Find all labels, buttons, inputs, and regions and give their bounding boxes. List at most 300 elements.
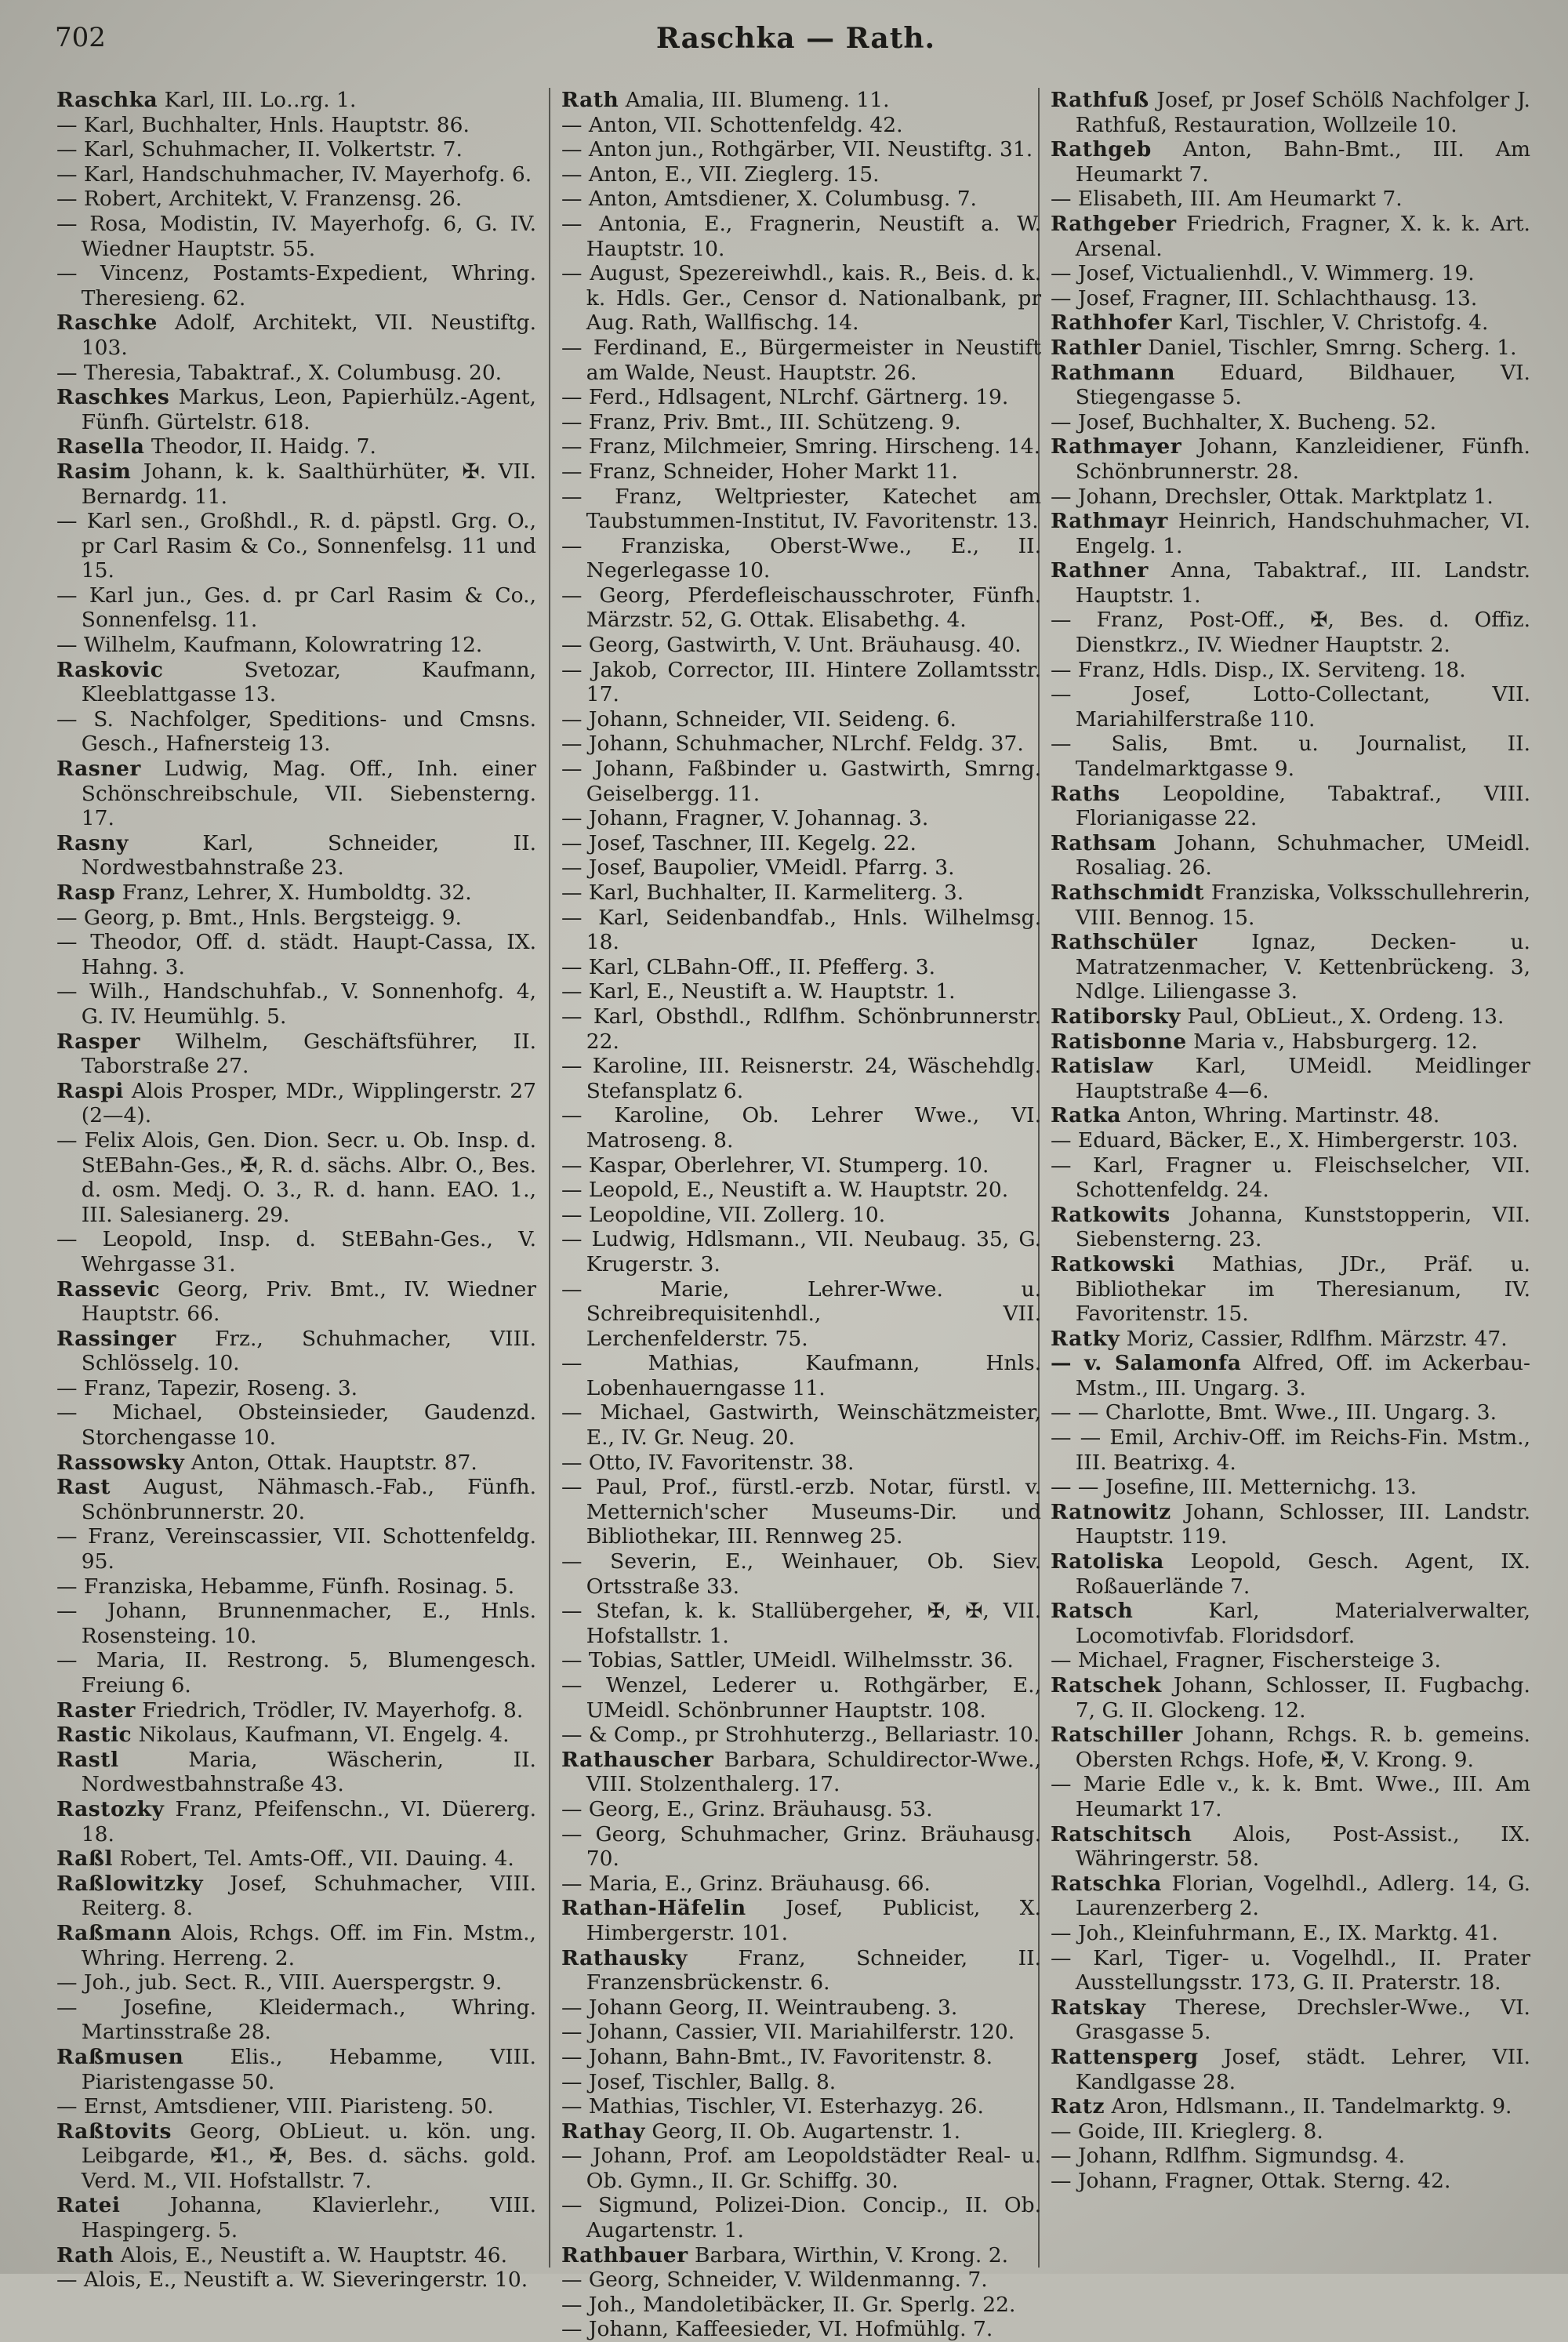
entry-details: — — Emil, Archiv-Off. im Reichs-Fin. Mstm., III. Beatrixg. 4.	[1051, 1425, 1530, 1475]
directory-entry	[1051, 1872, 1530, 1921]
entry-details: Maria v., Habsburgerg. 12.	[1193, 1029, 1478, 1054]
surname: Raster	[56, 1697, 136, 1723]
surname: Rastl	[56, 1747, 119, 1772]
entry-details: — Johann Georg, II. Weintraubeng. 3.	[561, 1995, 958, 2020]
entry-details: — Karl, Schuhmacher, II. Volkertstr. 7.	[56, 137, 463, 162]
entry-details: Ludwig, Mag. Off., Inh. einer Schönschreibschule, VII. Siebensterng. 17.	[81, 757, 536, 831]
directory-entry	[561, 434, 1041, 459]
entry-details: Florian, Vogelhdl., Adlerg. 14, G. Laurenzerberg 2.	[1075, 1871, 1530, 1921]
entry-details: Barbara, Wirthin, V. Krong. 2.	[695, 2242, 1009, 2268]
directory-entry	[561, 732, 1041, 757]
entry-details: — Theresia, Tabaktraf., X. Columbusg. 20.	[56, 360, 503, 385]
directory-entry	[561, 1153, 1041, 1178]
directory-entry	[56, 1995, 536, 2045]
surname: Raßmann	[56, 1920, 172, 1945]
directory-entry	[1051, 2094, 1530, 2119]
entry-details: — Joh., Kleinfuhrmann, E., IX. Marktg. 41.	[1051, 1920, 1498, 1945]
directory-entry	[56, 261, 536, 310]
entry-details: — Johann, Prof. am Leopoldstädter Real- u. Ob. Gymn., II. Gr. Schiffg. 30.	[561, 2144, 1041, 2193]
directory-entry	[561, 1004, 1041, 1054]
directory-entry	[561, 855, 1041, 881]
directory-entry	[561, 757, 1041, 806]
directory-entry	[56, 1599, 536, 1648]
entry-details: — Leopold, Insp. d. StEBahn-Ges., V. Wehrgasse 31.	[56, 1227, 536, 1276]
entry-details: — Anton jun., Rothgärber, VII. Neustiftg. 31.	[561, 137, 1033, 162]
entry-details: Karl, III. Lo‥rg. 1.	[164, 88, 357, 112]
surname: Rathschmidt	[1051, 881, 1205, 905]
directory-entry	[56, 1921, 536, 1970]
surname: Rathausky	[561, 1945, 688, 1970]
surname: Rasner	[56, 757, 141, 782]
entry-details: Ignaz, Decken- u. Matratzenmacher, V. Kettenbrückeng. 3, Ndlge. Liliengasse 3.	[1075, 930, 1530, 1004]
entry-details: — & Comp., pr Strohhuterzg., Bellariastr. 10.	[561, 1723, 1040, 1748]
entry-details: Josef, pr Josef Schölß Nachfolger J. Rathfuß, Restauration, Wollzeile 10.	[1075, 88, 1530, 137]
entry-details: — Leopoldine, VII. Zollerg. 10.	[561, 1202, 886, 1227]
entry-details: — Johann, Faßbinder u. Gastwirth, Smrng. Geiselbergg. 11.	[561, 757, 1041, 806]
directory-entry	[56, 310, 536, 360]
directory-entry	[561, 2317, 1041, 2342]
surname: Rast	[56, 1475, 111, 1500]
directory-entry	[1051, 2119, 1530, 2144]
surname: Rassevic	[56, 1276, 161, 1302]
directory-entry	[56, 212, 536, 261]
entry-details: — Anton, Amtsdiener, X. Columbusg. 7.	[561, 187, 977, 212]
directory-entry	[56, 1574, 536, 1599]
surname: Raschkes	[56, 385, 170, 410]
entry-details: Frz., Schuhmacher, VIII. Schlösselg. 10.	[81, 1326, 536, 1376]
surname: Raschka	[56, 88, 158, 112]
entry-details: — Franz, Schneider, Hoher Markt 11.	[561, 459, 958, 484]
directory-entry	[56, 1475, 536, 1524]
directory-entry	[56, 1872, 536, 1921]
directory-entry	[56, 1648, 536, 1697]
directory-entry	[561, 1872, 1041, 1897]
entry-details: — Karl sen., Großhdl., R. d. päpstl. Grg. O., pr Carl Rasim & Co., Sonnenfelsg. 11 und 15.	[56, 509, 536, 583]
directory-entry	[1051, 1103, 1530, 1128]
entry-details: — Johann, Schneider, VII. Seideng. 6.	[561, 706, 956, 732]
entry-details: — Wilh., Handschuhfab., V. Sonnenhofg. 4, G. IV. Heumühlg. 5.	[56, 979, 536, 1029]
directory-entry	[56, 434, 536, 459]
entry-details: — Rosa, Modistin, IV. Mayerhofg. 6, G. IV. Wiedner Hauptstr. 55.	[56, 211, 536, 261]
surname: Ratkowski	[1051, 1251, 1175, 1276]
directory-entry	[1051, 361, 1530, 410]
directory-entry	[561, 1946, 1041, 1995]
directory-entry	[1051, 1327, 1530, 1352]
entry-details: Svetozar, Kaufmann, Kleeblattgasse 13.	[81, 657, 536, 707]
surname: Ratsch	[1051, 1599, 1134, 1624]
surname: Rathmayer	[1051, 434, 1182, 459]
entry-details: — Marie Edle v., k. k. Bmt. Wwe., III. Am Heumarkt 17.	[1051, 1772, 1530, 1821]
directory-entry	[561, 1748, 1041, 1797]
directory-entry	[561, 806, 1041, 831]
directory-entry	[561, 1203, 1041, 1228]
entry-details: — Franz, Post-Off., ✠, Bes. d. Offiz. Dienstkrz., IV. Wiedner Hauptstr. 2.	[1051, 608, 1530, 658]
directory-entry	[56, 1029, 536, 1079]
directory-entry	[1051, 1549, 1530, 1599]
directory-entry	[561, 2119, 1041, 2144]
entry-details: — Georg, Schneider, V. Wildenmanng. 7.	[561, 2268, 988, 2293]
entry-details: Moriz, Cassier, Rdlfhm. Märzstr. 47.	[1126, 1326, 1508, 1351]
surname: Ratiborsky	[1051, 1004, 1181, 1029]
directory-entry	[1051, 1500, 1530, 1549]
surname: Rathgeber	[1051, 211, 1177, 236]
directory-entry	[1051, 88, 1530, 137]
directory-entry	[1051, 1054, 1530, 1103]
directory-column-3	[1051, 88, 1530, 2193]
entry-details: — Paul, Prof., fürstl.-erzb. Notar, fürstl. v. Metternich'scher Museums-Dir. und Bibliothekar, III. Rennweg 25.	[561, 1475, 1041, 1549]
surname: Rathler	[1051, 335, 1142, 360]
directory-entry	[1051, 1946, 1530, 1995]
directory-entry	[561, 1599, 1041, 1648]
directory-entry	[561, 162, 1041, 187]
directory-entry	[561, 534, 1041, 583]
directory-entry	[561, 2193, 1041, 2242]
entry-details: — Josef, Buchhalter, X. Bucheng. 52.	[1051, 409, 1437, 434]
surname: Ratisbonne	[1051, 1029, 1187, 1054]
entry-details: August, Nähmasch.-Fab., Fünfh. Schönbrunnerstr. 20.	[81, 1475, 536, 1524]
entry-details: Friedrich, Trödler, IV. Mayerhofg. 8.	[142, 1697, 524, 1723]
directory-entry	[1051, 1772, 1530, 1821]
entry-details: Anton, Ottak. Hauptstr. 87.	[191, 1450, 477, 1475]
directory-entry	[56, 1524, 536, 1574]
entry-details: — Marie, Lehrer-Wwe. u. Schreibrequisitenhdl., VII. Lerchenfelderstr. 75.	[561, 1276, 1041, 1351]
entry-details: — Wenzel, Lederer u. Rothgärber, E., UMeidl. Schönbrunner Hauptstr. 108.	[561, 1673, 1041, 1723]
directory-entry	[56, 658, 536, 707]
surname: Rathan-Häfelin	[561, 1896, 746, 1921]
surname: Ratnowitz	[1051, 1499, 1171, 1524]
entry-details: Adolf, Architekt, VII. Neustiftg. 103.	[81, 310, 536, 360]
entry-details: Franziska, Volksschullehrerin, VIII. Bennog. 15.	[1075, 881, 1530, 930]
directory-entry	[56, 1327, 536, 1376]
directory-entry	[561, 113, 1041, 138]
entry-details: Johann, Schuhmacher, UMeidl. Rosaliag. 26.	[1075, 830, 1530, 881]
entry-details: — Karl, Handschuhmacher, IV. Mayerhofg. 6.	[56, 162, 532, 187]
entry-details: Georg, ObLieut. u. kön. ung. Leibgarde, ✠1., ✠, Bes. d. sächs. gold. Verd. M., VII. Hofstallstr. 7.	[81, 2119, 536, 2193]
entry-details: Eduard, Bildhauer, VI. Stiegengasse 5.	[1075, 360, 1530, 410]
directory-entry	[56, 1128, 536, 1227]
directory-entry	[561, 1054, 1041, 1103]
entry-details: Franz, Lehrer, X. Humboldtg. 32.	[122, 881, 472, 905]
surname: Rathsam	[1051, 830, 1156, 855]
directory-entry	[56, 757, 536, 831]
entry-details: Johanna, Kunststopperin, VII. Siebensterng. 23.	[1075, 1202, 1530, 1252]
surname: Ratschka	[1051, 1871, 1162, 1896]
entry-details: — Kaspar, Oberlehrer, VI. Stumperg. 10.	[561, 1153, 989, 1178]
entry-details: — Georg, Pferdefleischausschroter, Fünfh. Märzstr. 52, G. Ottak. Elisabethg. 4.	[561, 583, 1041, 633]
directory-entry	[56, 1227, 536, 1276]
directory-entry	[1051, 1648, 1530, 1673]
surname: Rathmayr	[1051, 509, 1168, 534]
directory-entry	[1051, 658, 1530, 683]
directory-entry	[1051, 1995, 1530, 2045]
directory-entry	[561, 1227, 1041, 1276]
entry-details: — — Charlotte, Bmt. Wwe., III. Ungarg. 3.	[1051, 1400, 1497, 1425]
directory-entry	[1051, 1029, 1530, 1055]
entry-details: — Michael, Fragner, Fischersteige 3.	[1051, 1648, 1441, 1673]
entry-details: Franz, Schneider, II. Franzensbrückenstr. 6.	[586, 1945, 1041, 1995]
entry-details: Josef, Schuhmacher, VIII. Reiterg. 8.	[81, 1871, 536, 1921]
surname: Rathauscher	[561, 1747, 714, 1772]
entry-details: — Elisabeth, III. Am Heumarkt 7.	[1051, 187, 1403, 212]
directory-entry	[561, 1178, 1041, 1203]
entry-details: Alois, Post-Assist., IX. Währingerstr. 58.	[1075, 1821, 1530, 1872]
directory-entry	[561, 1103, 1041, 1153]
entry-details: Robert, Tel. Amts-Off., VII. Dauing. 4.	[119, 1846, 514, 1872]
entry-details: Karl, UMeidl. Meidlinger Hauptstraße 4—6.	[1075, 1054, 1530, 1103]
directory-entry	[56, 459, 536, 509]
entry-details: — Leopold, E., Neustift a. W. Hauptstr. 20.	[561, 1178, 1009, 1203]
directory-entry	[56, 1698, 536, 1723]
surname: Rathschüler	[1051, 930, 1198, 955]
entry-details: — Josef, Victualienhdl., V. Wimmerg. 19.	[1051, 261, 1475, 286]
entry-details: — Johann, Schuhmacher, NLrchf. Feldg. 37.	[561, 732, 1024, 757]
directory-entry	[56, 2094, 536, 2119]
entry-details: — Joh., Mandoletibäcker, II. Gr. Sperlg. 22.	[561, 2292, 1016, 2317]
entry-details: — Johann, Brunnenmacher, E., Hnls. Rosensteing. 10.	[56, 1599, 536, 1648]
directory-entry	[1051, 930, 1530, 1004]
directory-entry	[561, 881, 1041, 906]
directory-entry	[1051, 2144, 1530, 2169]
entry-details: — Johann, Fragner, Ottak. Sterng. 42.	[1051, 2168, 1451, 2193]
entry-details: — Ernst, Amtsdiener, VIII. Piaristeng. 50.	[56, 2094, 494, 2119]
surname: Raßlowitzky	[56, 1871, 204, 1896]
entry-details: — Georg, Gastwirth, V. Unt. Bräuhausg. 40.	[561, 633, 1022, 658]
surname: Rathay	[561, 2119, 645, 2144]
directory-entry	[56, 979, 536, 1029]
entry-details: — Johann, Rdlfhm. Sigmundsg. 4.	[1051, 2144, 1406, 2169]
entry-details: Markus, Leon, Papierhülz.-Agent, Fünfh. Gürtelstr. 618.	[81, 385, 536, 434]
entry-details: Anton, Bahn-Bmt., III. Am Heumarkt 7.	[1075, 137, 1530, 187]
entry-details: — Karl, E., Neustift a. W. Hauptstr. 1.	[561, 979, 956, 1004]
entry-details: — Felix Alois, Gen. Dion. Secr. u. Ob. Insp. d. StEBahn-Ges., ✠, R. d. sächs. Albr. O., Bes. d. osm. Medj. O. 3., R. d. hann. EAO. 1., III. Salesianerg. 29.	[56, 1127, 536, 1227]
entry-details: — Theodor, Off. d. städt. Haupt-Cassa, IX. Hahng. 3.	[56, 930, 536, 979]
surname: Ratschitsch	[1051, 1821, 1192, 1846]
entry-details: — — Josefine, III. Metternichg. 13.	[1051, 1475, 1417, 1500]
entry-details: Leopoldine, Tabaktraf., VIII. Florianigasse 22.	[1075, 781, 1530, 831]
surname: Rattensperg	[1051, 2044, 1199, 2069]
entry-details: Karl, Tischler, V. Christofg. 4.	[1178, 310, 1489, 336]
entry-details: Johanna, Klavierlehr., VIII. Haspingerg. 5.	[81, 2193, 536, 2243]
entry-details: — Franziska, Hebamme, Fünfh. Rosinag. 5.	[56, 1574, 515, 1599]
surname: Rastozky	[56, 1796, 165, 1821]
entry-details: — Karl, Fragner u. Fleischselcher, VII. Schottenfeldg. 24.	[1051, 1153, 1530, 1203]
entry-details: — Josef, Taschner, III. Kegelg. 22.	[561, 830, 916, 855]
surname: Ratky	[1051, 1326, 1120, 1351]
directory-entry	[56, 113, 536, 138]
entry-details: — Jakob, Corrector, III. Hintere Zollamtsstr. 17.	[561, 657, 1041, 707]
entry-details: — Salis, Bmt. u. Journalist, II. Tandelmarktgasse 9.	[1051, 732, 1530, 782]
directory-entry	[561, 2144, 1041, 2193]
entry-details: — Michael, Gastwirth, Weinschätzmeister, E., IV. Gr. Neug. 20.	[561, 1400, 1041, 1451]
directory-entry	[1051, 137, 1530, 187]
directory-entry	[561, 955, 1041, 980]
directory-entry	[561, 1549, 1041, 1599]
surname: Ratz	[1051, 2094, 1105, 2119]
entry-details: — August, Spezereiwhdl., kais. R., Beis. d. k. k. Hdls. Ger., Censor d. Nationalbank, pr Aug. Rath, Wallfischg. 14.	[561, 261, 1041, 336]
surname: Rassinger	[56, 1326, 176, 1351]
entry-details: — Karl, Tiger- u. Vogelhdl., II. Prater Ausstellungsstr. 173, G. II. Praterstr. 18.	[1051, 1945, 1530, 1995]
directory-entry	[56, 930, 536, 979]
directory-entry	[1051, 1599, 1530, 1648]
entry-details: Aron, Hdlsmann., II. Tandelmarktg. 9.	[1111, 2094, 1512, 2119]
entry-details: — Maria, E., Grinz. Bräuhausg. 66.	[561, 1871, 931, 1896]
entry-details: — Stefan, k. k. Stallübergeher, ✠, ✠, VII. Hofstallstr. 1.	[561, 1599, 1041, 1648]
directory-entry	[561, 1648, 1041, 1673]
directory-entry	[561, 831, 1041, 856]
directory-entry	[561, 187, 1041, 212]
directory-entry	[1051, 831, 1530, 881]
directory-entry	[561, 1822, 1041, 1872]
directory-entry	[561, 1797, 1041, 1822]
entry-details: Nikolaus, Kaufmann, VI. Engelg. 4.	[138, 1723, 510, 1748]
entry-details: — Georg, Schuhmacher, Grinz. Bräuhausg. 70.	[561, 1821, 1041, 1872]
entry-details: — Antonia, E., Fragnerin, Neustift a. W. Hauptstr. 10.	[561, 211, 1041, 261]
directory-entry	[56, 88, 536, 113]
directory-entry	[1051, 608, 1530, 657]
entry-details: — Ferd., Hdlsagent, NLrchf. Gärtnerg. 19.	[561, 385, 1009, 410]
surname: Rathmann	[1051, 360, 1176, 385]
entry-details: — Franziska, Oberst-Wwe., E., II. Negerlegasse 10.	[561, 533, 1041, 583]
surname: Rasim	[56, 459, 132, 484]
page-header	[55, 22, 1537, 61]
directory-entry	[561, 212, 1041, 261]
directory-entry	[1051, 1475, 1530, 1500]
surname: Raskovic	[56, 657, 164, 682]
directory-entry	[561, 1475, 1041, 1549]
directory-entry	[56, 831, 536, 881]
surname: Rassowsky	[56, 1450, 185, 1475]
directory-entry	[1051, 410, 1530, 435]
entry-details: Alois, E., Neustift a. W. Hauptstr. 46.	[120, 2242, 508, 2268]
entry-details: Johann, Schlosser, III. Landstr. Hauptstr. 119.	[1075, 1499, 1530, 1549]
entry-details: Josef, Publicist, X. Himbergerstr. 101.	[586, 1896, 1041, 1945]
directory-entry	[56, 137, 536, 162]
directory-entry	[1051, 1203, 1530, 1252]
directory-entry	[561, 2268, 1041, 2293]
directory-entry	[1051, 187, 1530, 212]
directory-entry	[1051, 2045, 1530, 2094]
directory-entry	[56, 906, 536, 931]
entry-details: Elis., Hebamme, VIII. Piaristengasse 50.	[81, 2044, 536, 2094]
directory-entry	[561, 583, 1041, 633]
entry-details: — Anton, VII. Schottenfeldg. 42.	[561, 112, 903, 137]
directory-entry	[561, 1896, 1041, 1945]
directory-entry	[561, 979, 1041, 1004]
directory-entry	[561, 2243, 1041, 2268]
entry-details: Alois, Rchgs. Off. im Fin. Mstm., Whring. Herreng. 2.	[81, 1920, 536, 1970]
entry-details: — Robert, Architekt, V. Franzensg. 26.	[56, 187, 463, 212]
entry-details: — Eduard, Bäcker, E., X. Himbergerstr. 103.	[1051, 1127, 1519, 1153]
directory-entry	[56, 2119, 536, 2194]
directory-entry	[56, 1079, 536, 1128]
entry-details: — Josef, Lotto-Collectant, VII. Mariahilferstraße 110.	[1051, 682, 1530, 732]
directory-entry	[561, 485, 1041, 534]
directory-entry	[561, 906, 1041, 955]
surname: Ratislaw	[1051, 1054, 1154, 1079]
surname: Rasella	[56, 434, 145, 459]
surname: Rastic	[56, 1723, 132, 1748]
directory-entry	[56, 583, 536, 633]
directory-entry	[1051, 310, 1530, 336]
directory-entry	[1051, 261, 1530, 286]
directory-entry	[561, 1400, 1041, 1450]
entry-details: — Karl, Obsthdl., Rdlfhm. Schönbrunnerstr. 22.	[561, 1004, 1041, 1054]
directory-entry	[56, 707, 536, 757]
directory-entry	[561, 336, 1041, 385]
page-number: 702	[55, 22, 106, 53]
directory-entry	[1051, 336, 1530, 361]
entry-details: Karl, Materialverwalter, Locomotivfab. Floridsdorf.	[1075, 1599, 1530, 1648]
surname: Rathgeb	[1051, 137, 1152, 162]
directory-entry	[561, 1723, 1041, 1748]
entry-details: Alois Prosper, MDr., Wipplingerstr. 27 (2—4).	[81, 1078, 536, 1128]
directory-entry	[1051, 682, 1530, 732]
entry-details: — Franz, Tapezir, Roseng. 3.	[56, 1375, 358, 1400]
directory-entry	[56, 1277, 536, 1327]
surname: Ratschek	[1051, 1673, 1162, 1697]
entry-details: — Franz, Weltpriester, Katechet am Taubstummen-Institut, IV. Favoritenstr. 13.	[561, 484, 1041, 534]
entry-details: — Michael, Obsteinsieder, Gaudenzd. Storchengasse 10.	[56, 1400, 536, 1451]
directory-column-1	[56, 88, 536, 2293]
entry-details: Daniel, Tischler, Smrng. Scherg. 1.	[1148, 335, 1517, 360]
entry-details: — Tobias, Sattler, UMeidl. Wilhelmsstr. 36.	[561, 1648, 1014, 1673]
surname: — v. Salamonfa	[1051, 1351, 1242, 1376]
directory-entry	[561, 658, 1041, 707]
entry-details: — Otto, IV. Favoritenstr. 38.	[561, 1450, 855, 1475]
entry-details: — Johann, Kaffeesieder, VI. Hofmühlg. 7.	[561, 2317, 993, 2342]
entry-details: Friedrich, Fragner, X. k. k. Art. Arsenal.	[1075, 211, 1530, 261]
entry-details: Leopold, Gesch. Agent, IX. Roßauerlände 7.	[1075, 1549, 1530, 1599]
surname: Rath	[561, 88, 619, 112]
directory-entry	[1051, 286, 1530, 311]
surname: Raßtovits	[56, 2119, 172, 2144]
directory-entry	[561, 633, 1041, 658]
entry-details: — Joh., jub. Sect. R., VIII. Auerspergstr. 9.	[56, 1970, 503, 1995]
surname: Raschke	[56, 310, 158, 336]
directory-entry	[561, 459, 1041, 485]
entry-details: — S. Nachfolger, Speditions- und Cmsns. Gesch., Hafnersteig 13.	[56, 706, 536, 757]
entry-details: — Karl, CLBahn-Off., II. Pfefferg. 3.	[561, 954, 935, 979]
entry-details: Theodor, II. Haidg. 7.	[151, 434, 376, 459]
surname: Rasny	[56, 830, 129, 855]
directory-entry	[1051, 1673, 1530, 1723]
directory-entry	[561, 2293, 1041, 2318]
directory-entry	[56, 1846, 536, 1872]
entry-details: — Franz, Milchmeier, Smring. Hirscheng. 14.	[561, 434, 1040, 459]
entry-details: Therese, Drechsler-Wwe., VI. Grasgasse 5.	[1075, 1995, 1530, 2045]
entry-details: — Josef, Baupolier, VMeidl. Pfarrg. 3.	[561, 855, 955, 881]
directory-entry	[56, 385, 536, 434]
directory-entry	[561, 1995, 1041, 2021]
entry-details: — Franz, Hdls. Disp., IX. Serviteng. 18.	[1051, 657, 1466, 682]
entry-details: Wilhelm, Geschäftsführer, II. Taborstraße 27.	[81, 1029, 536, 1079]
directory-entry	[56, 187, 536, 212]
column-divider	[549, 88, 550, 2268]
directory-entry	[56, 2243, 536, 2268]
surname: Ratskay	[1051, 1995, 1146, 2020]
entry-details: — Franz, Priv. Bmt., III. Schützeng. 9.	[561, 409, 961, 434]
entry-details: — Ferdinand, E., Bürgermeister in Neustift am Walde, Neust. Hauptstr. 26.	[561, 335, 1041, 385]
entry-details: — Georg, p. Bmt., Hnls. Bergsteigg. 9.	[56, 905, 462, 930]
entry-details: — Mathias, Kaufmann, Hnls. Lobenhauerngasse 11.	[561, 1351, 1041, 1400]
directory-entry	[561, 261, 1041, 336]
surname: Ratka	[1051, 1103, 1122, 1128]
directory-entry	[1051, 1004, 1530, 1029]
entry-details: — Franz, Vereinscassier, VII. Schottenfeldg. 95.	[56, 1524, 536, 1574]
directory-entry	[1051, 434, 1530, 484]
directory-entry	[56, 1970, 536, 1995]
surname: Ratei	[56, 2193, 121, 2218]
